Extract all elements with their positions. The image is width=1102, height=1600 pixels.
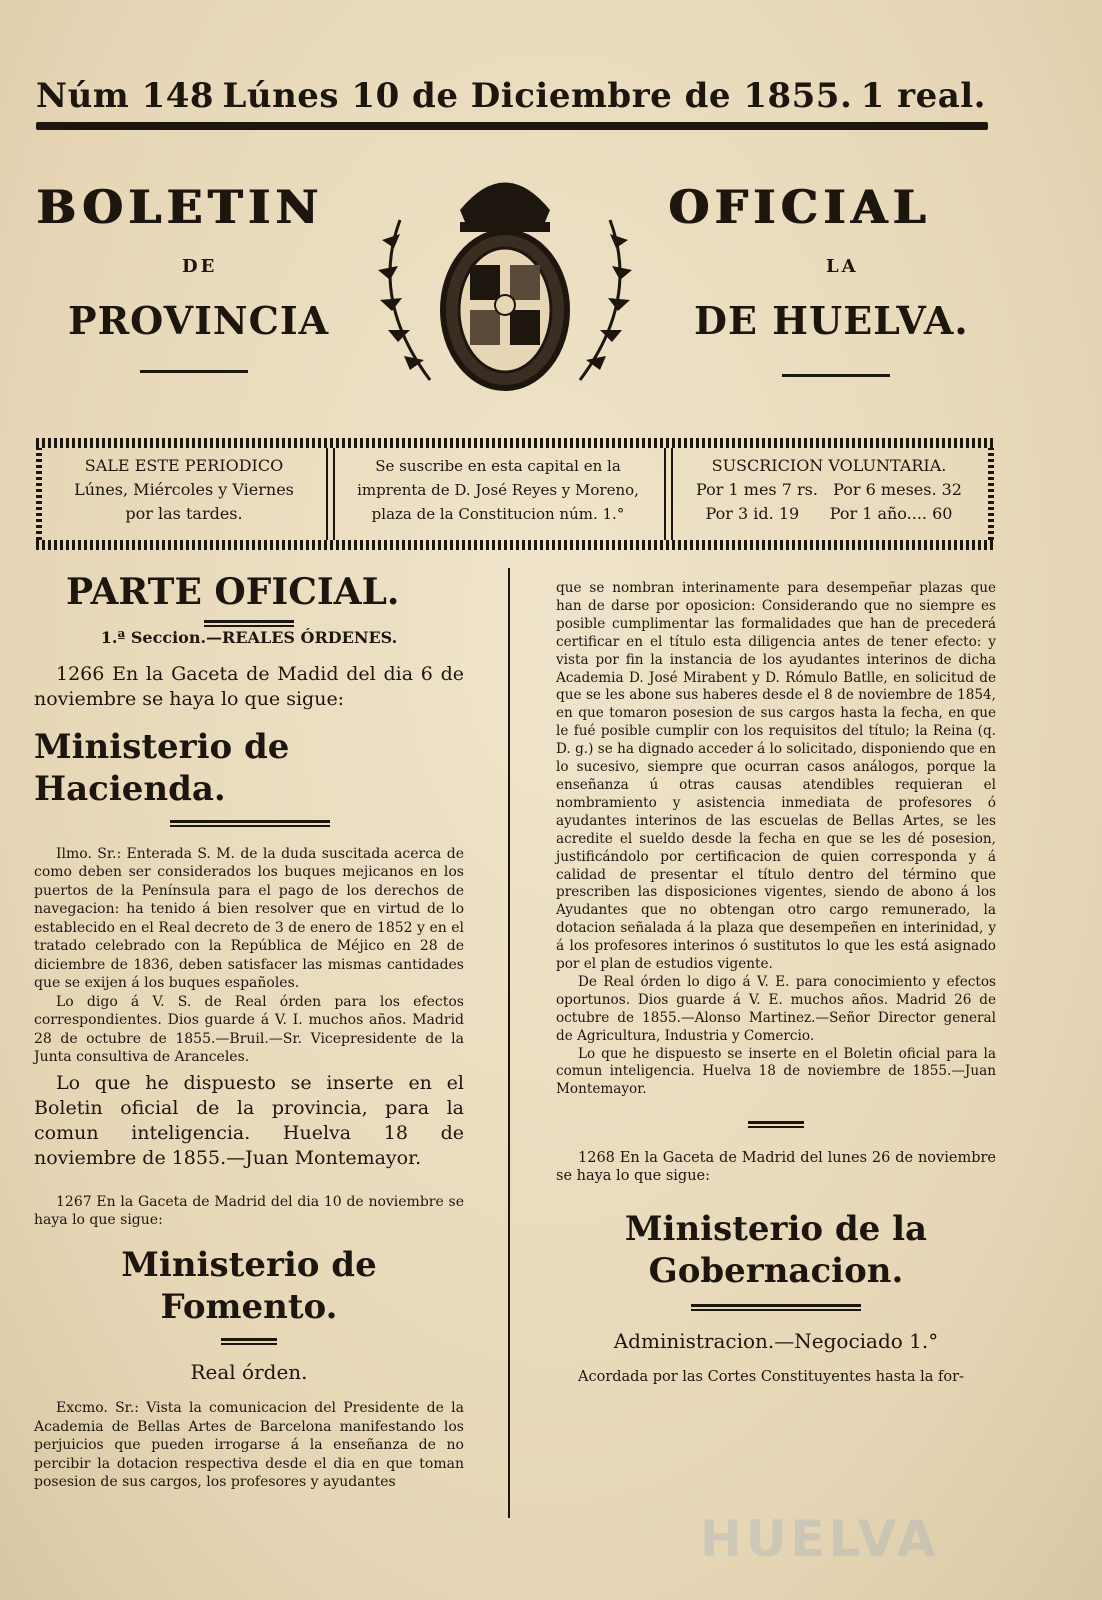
schedule-line-2: Lúnes, Miércoles y Viernes bbox=[74, 480, 294, 499]
subscription-place bbox=[336, 454, 660, 526]
place-line-3: plaza de la Constitucion núm. 1.° bbox=[371, 505, 625, 523]
ornament bbox=[691, 1304, 861, 1307]
fomento-publication-note: Lo que he dispuesto se inserte en el Boletin oficial para la comun inteligencia. Huelva 18 de noviembre de 1855.—Juan Montemayor. bbox=[556, 1045, 996, 1098]
infobox-border-bottom bbox=[36, 540, 994, 550]
ministry-hacienda-heading: Ministerio de Hacienda. bbox=[34, 726, 290, 809]
title-ornament-left bbox=[140, 370, 248, 373]
subscription-prices bbox=[676, 454, 982, 526]
hacienda-publication-note: Lo que he dispuesto se inserte en el Boletin oficial de la provincia, para la comun inteligencia. Huelva 18 de noviembre de 1855.—Juan Montemayor. bbox=[34, 1071, 464, 1169]
notice-1268: 1268 En la Gaceta de Madrid del lunes 26 de noviembre se haya lo que sigue: bbox=[556, 1150, 996, 1185]
coat-of-arms-icon bbox=[360, 160, 650, 410]
title-ornament-right bbox=[782, 374, 890, 377]
issue-number: Núm 148 bbox=[36, 76, 215, 116]
real-orden-heading: Real órden. bbox=[190, 1359, 308, 1384]
schedule-line-1: SALE ESTE PERIODICO bbox=[84, 456, 284, 475]
hacienda-order-closing: Lo digo á V. S. de Real órden para los efectos correspondientes. Dios guarde á V. I. muchos años. Madrid 28 de octubre de 1855.—Bruil.—Sr. Vicepresidente de la Junta consultiva de Aranceles. bbox=[34, 993, 464, 1065]
fomento-order-text: Excmo. Sr.: Vista la comunicacion del Presidente de la Academia de Bellas Artes de Barcelona manifestando los perjuicios que pueden irrogarse á la enseñanza de no percibir la dotacion respectiva desde el dia en que toman posesion de sus cargos, los profesores y ayudantes bbox=[34, 1400, 464, 1490]
fomento-order-closing: De Real órden lo digo á V. E. para conocimiento y efectos oportunos. Dios guarde á V. E. muchos años. Madrid 26 de octubre de 1855.—Alonso Martinez.—Señor Director general de Agricultura, Industria y Comercio. bbox=[556, 973, 996, 1044]
section-heading: 1.ª Seccion.—REALES ÓRDENES. bbox=[100, 628, 398, 647]
infobox-border-right bbox=[988, 448, 994, 540]
place-line-2: imprenta de D. José Reyes y Moreno, bbox=[357, 481, 639, 499]
notice-1267: 1267 En la Gaceta de Madrid del dia 10 de noviembre se haya lo que sigue: bbox=[34, 1193, 464, 1228]
prices-row-1: Por 1 mes 7 rs. Por 6 meses. 32 bbox=[696, 480, 962, 499]
ornament bbox=[221, 1338, 277, 1341]
schedule-line-3: por las tardes. bbox=[125, 504, 243, 523]
notice-1266: 1266 En la Gaceta de Madid del dia 6 de noviembre se haya lo que sigue: bbox=[34, 662, 464, 710]
title-provincia: PROVINCIA bbox=[68, 298, 330, 343]
issue-price: 1 real. bbox=[860, 76, 986, 116]
right-column bbox=[556, 580, 996, 1387]
infobox-separator-2 bbox=[664, 448, 673, 540]
infobox-border-left bbox=[36, 448, 42, 540]
issue-date: Lúnes 10 de Diciembre de 1855. bbox=[222, 76, 853, 116]
ornament bbox=[204, 620, 294, 623]
ornament bbox=[748, 1121, 804, 1124]
section-parte-oficial: PARTE OFICIAL. bbox=[66, 571, 400, 613]
ministry-fomento-heading: Ministerio de Fomento. bbox=[121, 1244, 377, 1327]
infobox-border-top bbox=[36, 438, 994, 448]
administration-heading: Administracion.—Negociado 1.° bbox=[613, 1329, 939, 1354]
subscription-info-box bbox=[36, 438, 994, 550]
title-oficial: OFICIAL bbox=[668, 180, 931, 234]
title-huelva: DE HUELVA. bbox=[694, 298, 969, 343]
masthead-rule bbox=[36, 122, 988, 130]
prices-title: SUSCRICION VOLUNTARIA. bbox=[711, 456, 947, 475]
hacienda-order-text: Ilmo. Sr.: Enterada S. M. de la duda suscitada acerca de como deben ser considerados los buques mejicanos en los puertos de la Península para el pago de los derechos de navegacion: ha tenido á bien resolver que en virtud de lo establecido en el Real decreto de 3 de enero de 1852 y en el tratado celebrado con la República de Méjico en 28 de diciembre de 1836, deben satisfacer las mismas cantidades que se exijen á los buques españoles. bbox=[34, 845, 464, 991]
title-boletin: BOLETIN bbox=[36, 180, 324, 234]
fomento-order-continuation: que se nombran interinamente para desempeñar plazas que han de darse por oposicion: Considerando que no siempre es posible cumplimentar las formalidades que han de precederá certificar en el título esta diligencia antes de tener efecto: y vista por fin la instancia de los ayudantes interinos de dicha Academia D. José Mirabent y D. Rómulo Batlle, en solicitud de que se les abone sus haberes desde el 8 de noviembre de 1854, en que tomaron posesion de sus cargos hasta la fecha, en que le fué posible cumplir con los requisitos del título; la Reina (q. D. g.) se ha dignado acceder á lo solicitado, disponiendo que en lo sucesivo, siempre que ocurran casos análogos, porque la enseñanza ú otras causas atendibles requieran el nombramiento y asistencia inmediata de profesores ó ayudantes interinos de las escuelas de Bellas Artes, se les acredite el sueldo desde la fecha en que se les dé posesion, justificándolo por certificacion de quien corresponda y á calidad de presentar el título dentro del término que prescriben las disposiciones vigentes, siendo de abono á los Ayudantes que no obtengan otro cargo remunerado, la dotacion señalada á la plaza que desempeñen en interinidad, y á los profesores interinos ó sustitutos lo que les está asignado por el plan de estudios vigente. bbox=[556, 580, 996, 973]
title-de: DE bbox=[182, 256, 218, 277]
title-la: LA bbox=[826, 256, 859, 277]
left-column bbox=[34, 570, 464, 1492]
masthead-line bbox=[36, 72, 986, 120]
publication-schedule bbox=[48, 454, 320, 526]
column-divider bbox=[508, 568, 510, 1518]
library-watermark: HUELVA bbox=[700, 1510, 940, 1568]
place-line-1: Se suscribe en esta capital en la bbox=[375, 457, 621, 475]
gobernacion-text-start: Acordada por las Cortes Constituyentes hasta la for- bbox=[578, 1369, 964, 1385]
ornament bbox=[170, 820, 330, 823]
infobox-separator-1 bbox=[326, 448, 335, 540]
prices-row-2: Por 3 id. 19 Por 1 año.... 60 bbox=[705, 504, 953, 523]
ministry-gobernacion-heading: Ministerio de la Gobernacion. bbox=[624, 1209, 928, 1292]
